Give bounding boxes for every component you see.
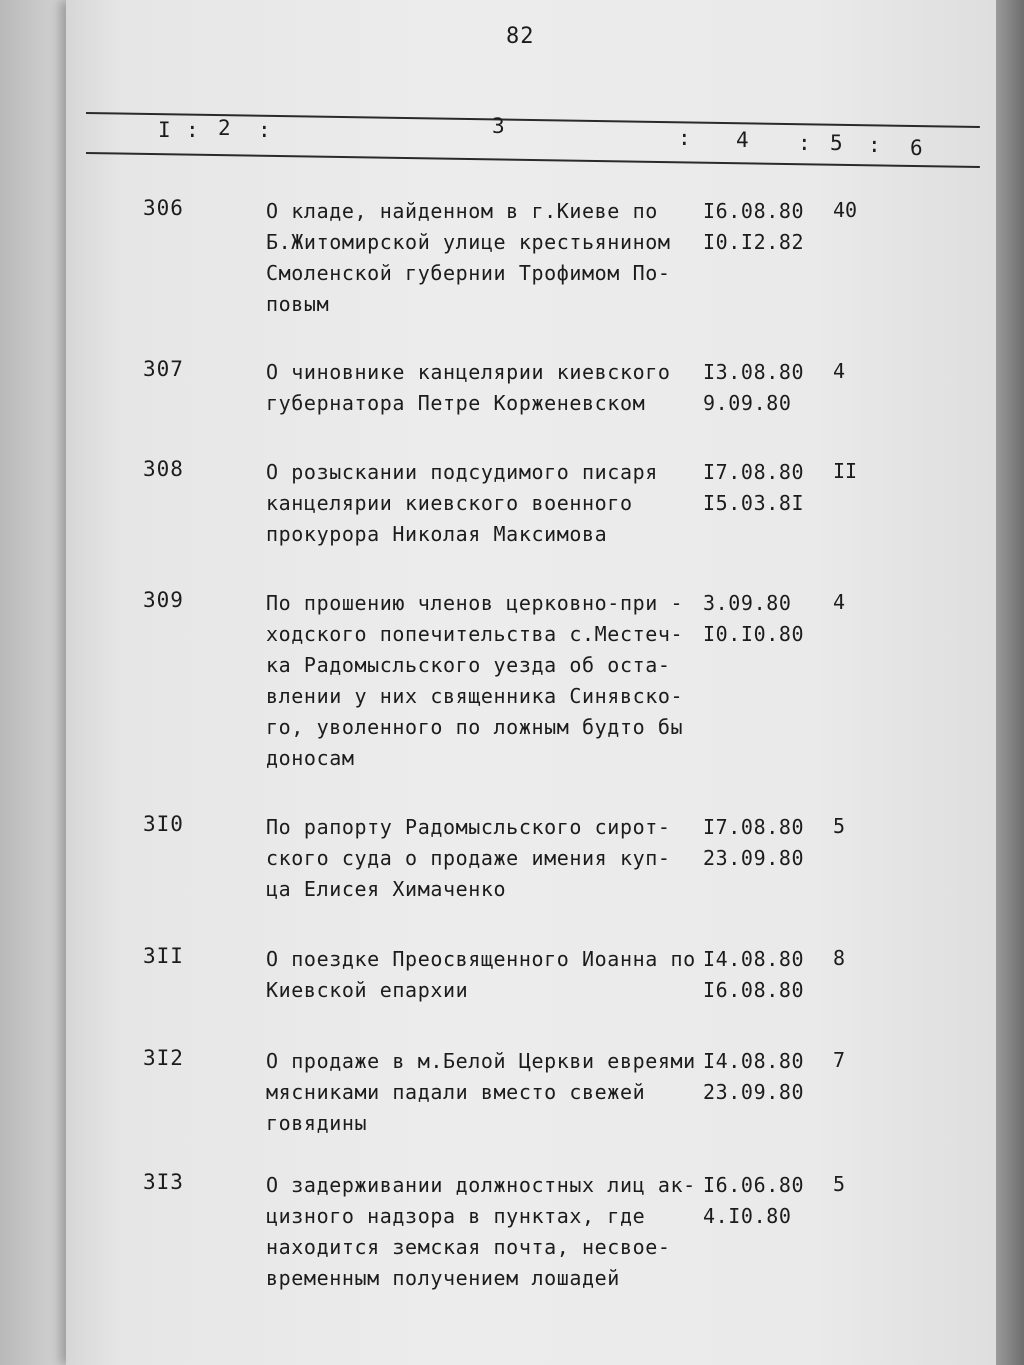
description-line: ка Радомысльского уезда об оста- [266,653,671,677]
record-description [266,944,696,1006]
header-separator: : [186,118,199,142]
end-date: I5.03.8I [703,491,805,515]
sheet-count: 5 [833,1172,846,1196]
description-line: го, уволенного по ложным будто бы [266,715,684,739]
record-description [266,1170,696,1294]
record-description [266,357,696,419]
start-date: 3.09.80 [703,591,792,615]
description-line: говядины [266,1111,368,1135]
record-dates [703,1170,804,1232]
description-line: ского суда о продаже имения куп- [266,846,671,870]
sheet-count: II [833,459,858,483]
record-description [266,588,696,774]
sheet-count: 8 [833,946,846,970]
sheet-count: 7 [833,1048,846,1072]
end-date: 9.09.80 [703,391,792,415]
description-line: О поездке Преосвященного Иоанна по [266,947,696,971]
record-dates [703,457,804,519]
start-date: I4.08.80 [703,1049,805,1073]
record-number: 3I0 [143,812,184,836]
header-col-2: 2 [218,116,231,140]
record-description [266,1046,696,1139]
record-dates [703,944,804,1006]
description-line: О задерживании должностных лиц ак- [266,1173,696,1197]
record-dates [703,196,804,258]
description-line: О продаже в м.Белой Церкви евреями [266,1049,696,1073]
page-edge-shadow [996,0,1024,1365]
description-line: временным получением лошадей [266,1266,620,1290]
description-line: мясниками падали вместо свежей [266,1080,646,1104]
record-description [266,196,696,320]
description-line: Киевской епархии [266,978,469,1002]
record-number: 308 [143,457,184,481]
description-line: повым [266,292,330,316]
table-header [0,0,1024,200]
start-date: I4.08.80 [703,947,805,971]
header-col-1: I [158,118,171,142]
description-line: влении у них священника Синявско- [266,684,684,708]
start-date: I6.08.80 [703,199,805,223]
description-line: Смоленской губернии Трофимом По- [266,261,671,285]
header-separator: : [798,131,811,155]
description-line: цизного надзора в пунктах, где [266,1204,646,1228]
description-line: О розыскании подсудимого писаря [266,460,658,484]
sheet-count: 40 [833,198,858,222]
description-line: прокурора Николая Максимова [266,522,608,546]
sheet-count: 5 [833,814,846,838]
header-separator: : [678,126,691,150]
header-col-6: 6 [910,136,923,160]
description-line: находится земская почта, несвое- [266,1235,671,1259]
start-date: I6.06.80 [703,1173,805,1197]
header-separator: : [258,118,271,142]
description-line: доносам [266,746,355,770]
record-dates [703,588,804,650]
end-date: I6.08.80 [703,978,805,1002]
record-number: 307 [143,357,184,381]
description-line: По рапорту Радомысльского сирот- [266,815,671,839]
description-line: канцелярии киевского военного [266,491,633,515]
start-date: I7.08.80 [703,815,805,839]
record-number: 309 [143,588,184,612]
record-dates [703,357,804,419]
end-date: 23.09.80 [703,1080,805,1104]
sheet-count: 4 [833,590,846,614]
record-description [266,812,696,905]
description-line: По прошению членов церковно-при - [266,591,684,615]
end-date: I0.I2.82 [703,230,805,254]
sheet-count: 4 [833,359,846,383]
description-line: Б.Житомирской улице крестьянином [266,230,671,254]
record-number: 3I3 [143,1170,184,1194]
record-number: 3I2 [143,1046,184,1070]
end-date: 23.09.80 [703,846,805,870]
record-description [266,457,696,550]
description-line: О чиновнике канцелярии киевского [266,360,671,384]
page-number: 82 [506,24,535,49]
description-line: ходского попечительства с.Местеч- [266,622,684,646]
record-number: 3II [143,944,184,968]
record-dates [703,812,804,874]
start-date: I3.08.80 [703,360,805,384]
header-separator: : [868,133,881,157]
end-date: 4.I0.80 [703,1204,792,1228]
header-col-3: 3 [492,114,505,138]
record-dates [703,1046,804,1108]
header-col-5: 5 [830,131,843,155]
header-col-4: 4 [736,128,749,152]
description-line: губернатора Петре Корженевском [266,391,646,415]
end-date: I0.I0.80 [703,622,805,646]
description-line: ца Елисея Химаченко [266,877,507,901]
description-line: О кладе, найденном в г.Киеве по [266,199,658,223]
start-date: I7.08.80 [703,460,805,484]
record-number: 306 [143,196,184,220]
